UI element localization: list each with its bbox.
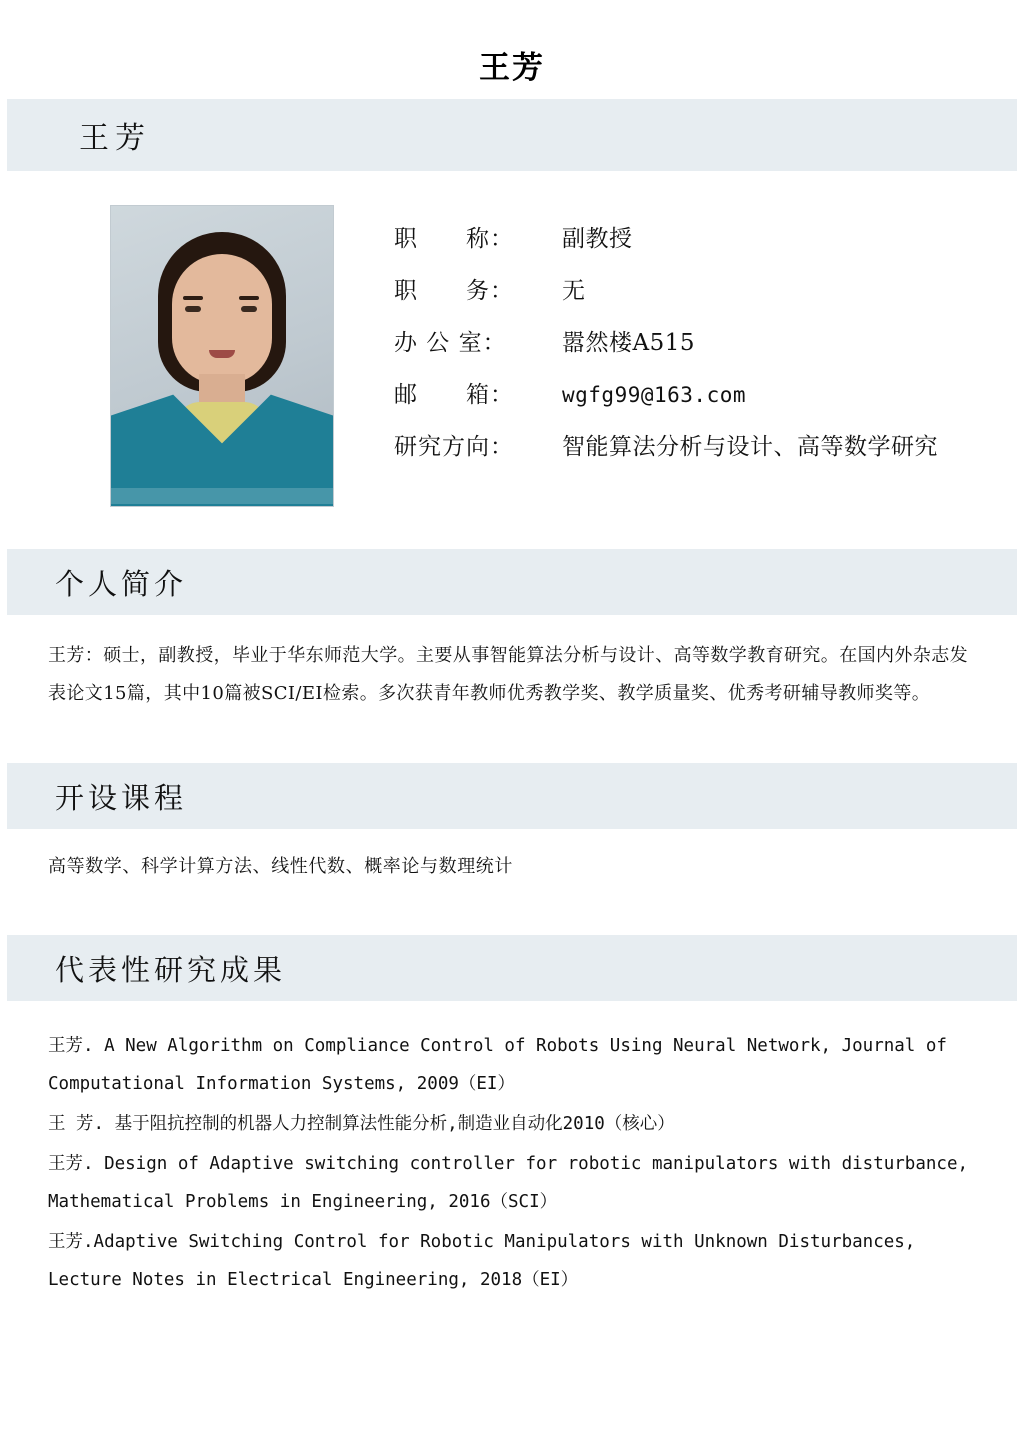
profile-block (0, 171, 1024, 527)
photo-watermark-strip (111, 488, 333, 504)
field-value-position: 无 (562, 278, 586, 304)
field-value-office: 嚣然楼A515 (562, 330, 696, 356)
publication-list (0, 1001, 1024, 1299)
field-label-position: 职 务： (394, 278, 514, 304)
field-label-title: 职 称： (394, 226, 514, 252)
list-item: 王 芳. 基于阻抗控制的机器人力控制算法性能分析,制造业自动化2010（核心） (48, 1114, 675, 1134)
field-row-email (394, 369, 938, 421)
field-label-email: 邮 箱： (394, 382, 514, 408)
eye-left (185, 306, 201, 312)
spacer-before-bio (0, 527, 1024, 549)
section-heading-publications (7, 935, 1017, 1001)
spacer-before-courses (0, 723, 1024, 763)
section-heading-publications-label: 代表性研究成果 (55, 952, 287, 987)
portrait-photo (110, 205, 334, 507)
section-heading-courses (7, 763, 1017, 829)
field-row-title (394, 213, 938, 265)
section-body-courses: 高等数学、科学计算方法、线性代数、概率论与数理统计 (48, 856, 513, 877)
field-row-office (394, 317, 938, 369)
field-label-office: 办 公 室： (394, 330, 507, 356)
list-item: 王芳.Adaptive Switching Control for Robotic Manipulators with Unknown Disturbances, Lecture Notes in Electrical Engineering, 2018（EI） (48, 1232, 916, 1290)
section-heading-bio-label: 个人简介 (55, 566, 188, 601)
person-name: 王芳 (79, 121, 151, 156)
list-item: 王芳. Design of Adaptive switching controller for robotic manipulators with disturbance, Mathematical Problems in Engineering, 2016（SCI） (48, 1154, 969, 1212)
eyebrow-right (239, 296, 259, 300)
profile-fields (334, 205, 938, 507)
eyebrow-left (183, 296, 203, 300)
section-heading-bio (7, 549, 1017, 615)
face-shape (172, 254, 272, 384)
field-value-email[interactable]: wgfg99@163.com (562, 383, 747, 407)
mouth-shape (209, 350, 235, 358)
field-value-title: 副教授 (562, 226, 633, 252)
name-band (7, 99, 1017, 171)
field-row-position (394, 265, 938, 317)
page-title: 王芳 (479, 50, 545, 86)
field-row-research (394, 421, 938, 473)
field-label-research: 研究方向： (394, 434, 514, 460)
spacer-before-publications (0, 895, 1024, 935)
section-body-bio: 王芳：硕士，副教授，毕业于华东师范大学。主要从事智能算法分析与设计、高等数学教育研究。在国内外杂志发表论文15篇，其中10篇被SCI/EI检索。多次获青年教师优秀教学奖、教学质量奖、优秀考研辅导教师奖等。 (48, 645, 968, 704)
list-item: 王芳. A New Algorithm on Compliance Control of Robots Using Neural Network, Journal of Computational Information Systems, 2009（EI） (48, 1036, 947, 1094)
field-value-research: 智能算法分析与设计、高等数学研究 (562, 434, 938, 460)
section-heading-courses-label: 开设课程 (55, 780, 188, 815)
eye-right (241, 306, 257, 312)
